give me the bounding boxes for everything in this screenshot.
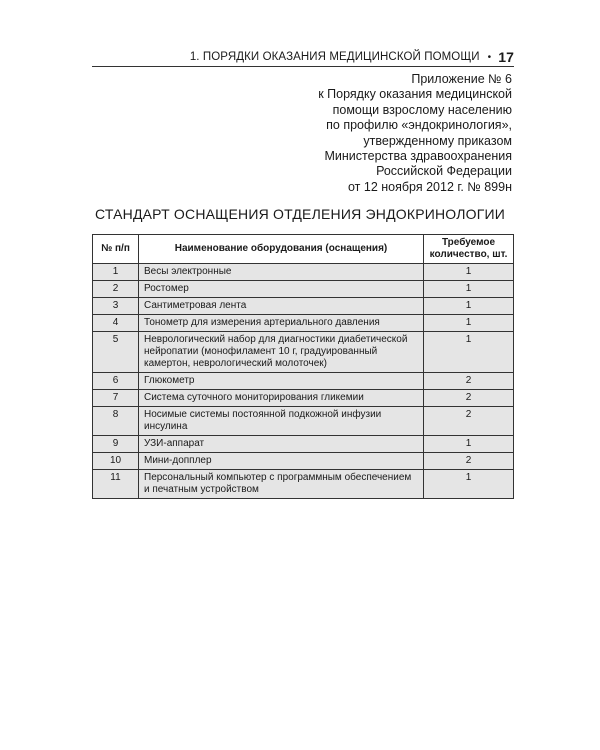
row-equipment-name: Глюкометр <box>139 373 424 390</box>
row-number: 6 <box>93 373 139 390</box>
header-num: № п/п <box>93 235 139 264</box>
table-row <box>93 332 514 373</box>
appendix-block <box>232 72 512 195</box>
header-qty: Требуемое количество, шт. <box>424 235 514 264</box>
row-number: 3 <box>93 298 139 315</box>
row-quantity: 1 <box>424 298 514 315</box>
row-number: 11 <box>93 470 139 499</box>
row-number: 9 <box>93 436 139 453</box>
table-row <box>93 281 514 298</box>
running-head <box>92 48 514 67</box>
table-header-row <box>93 235 514 264</box>
appendix-line: Российской Федерации <box>376 164 512 179</box>
page-number: 17 <box>498 49 514 65</box>
row-equipment-name: Тонометр для измерения артериального давления <box>139 315 424 332</box>
row-equipment-name: Носимые системы постоянной подкожной инфузии инсулина <box>139 407 424 436</box>
row-equipment-name: Неврологический набор для диагностики диабетической нейропатии (монофиламент 10 г, градуированный камертон, неврологический молоточек) <box>139 332 424 373</box>
header-name: Наименование оборудования (оснащения) <box>139 235 424 264</box>
row-equipment-name: Система суточного мониторирования гликемии <box>139 390 424 407</box>
row-equipment-name: Персональный компьютер с программным обеспечением и печатным устройством <box>139 470 424 499</box>
row-number: 4 <box>93 315 139 332</box>
table-row <box>93 264 514 281</box>
table-row <box>93 315 514 332</box>
row-quantity: 1 <box>424 332 514 373</box>
row-quantity: 2 <box>424 407 514 436</box>
table-row <box>93 390 514 407</box>
row-quantity: 2 <box>424 373 514 390</box>
row-equipment-name: УЗИ-аппарат <box>139 436 424 453</box>
row-number: 5 <box>93 332 139 373</box>
row-equipment-name: Мини-допплер <box>139 453 424 470</box>
row-quantity: 1 <box>424 264 514 281</box>
bullet-separator: • <box>487 51 492 63</box>
row-number: 1 <box>93 264 139 281</box>
row-equipment-name: Весы электронные <box>139 264 424 281</box>
appendix-line: утвержденному приказом <box>363 133 512 148</box>
row-quantity: 1 <box>424 470 514 499</box>
table-body <box>93 264 514 499</box>
table-row <box>93 298 514 315</box>
row-quantity: 2 <box>424 390 514 407</box>
row-number: 2 <box>93 281 139 298</box>
appendix-line: помощи взрослому населению <box>332 102 512 117</box>
row-quantity: 1 <box>424 315 514 332</box>
appendix-line: по профилю «эндокринология», <box>326 118 512 133</box>
row-quantity: 1 <box>424 281 514 298</box>
row-quantity: 2 <box>424 453 514 470</box>
appendix-line: Приложение № 6 <box>411 72 512 86</box>
document-title: СТАНДАРТ ОСНАЩЕНИЯ ОТДЕЛЕНИЯ ЭНДОКРИНОЛОГИИ <box>94 206 506 222</box>
table-row <box>93 453 514 470</box>
chapter-title: 1. ПОРЯДКИ ОКАЗАНИЯ МЕДИЦИНСКОЙ ПОМОЩИ <box>189 51 480 63</box>
table-row <box>93 436 514 453</box>
row-equipment-name: Сантиметровая лента <box>139 298 424 315</box>
row-equipment-name: Ростомер <box>139 281 424 298</box>
appendix-line: от 12 ноября 2012 г. № 899н <box>348 179 512 194</box>
row-number: 7 <box>93 390 139 407</box>
table-row <box>93 407 514 436</box>
appendix-line: к Порядку оказания медицинской <box>318 87 512 102</box>
row-number: 8 <box>93 407 139 436</box>
appendix-line: Министерства здравоохранения <box>324 149 512 164</box>
row-number: 10 <box>93 453 139 470</box>
table-row <box>93 470 514 499</box>
row-quantity: 1 <box>424 436 514 453</box>
table-row <box>93 373 514 390</box>
equipment-table <box>92 234 514 499</box>
